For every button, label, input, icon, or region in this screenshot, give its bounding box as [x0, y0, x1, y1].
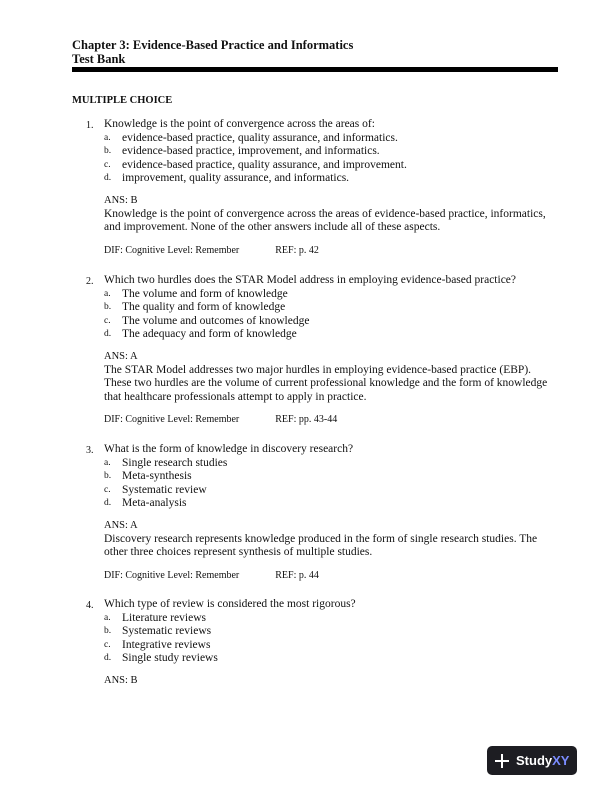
question-meta	[72, 244, 558, 258]
option-letter: c.	[104, 315, 111, 326]
option-text: The quality and form of knowledge	[122, 301, 286, 314]
question-number: 4.	[86, 600, 94, 611]
option-c	[72, 639, 558, 653]
option-c	[72, 484, 558, 498]
question-number: 1.	[86, 120, 94, 131]
option-a	[72, 612, 558, 626]
question-4	[72, 598, 558, 688]
option-text: evidence-based practice, improvement, and informatics.	[122, 145, 380, 158]
option-letter: c.	[104, 639, 111, 650]
option-d	[72, 328, 558, 342]
difficulty: DIF: Cognitive Level: Remember	[104, 244, 240, 256]
plus-icon	[495, 754, 509, 768]
option-d	[72, 652, 558, 666]
answer: ANS: A	[104, 350, 138, 362]
question-2	[72, 274, 558, 427]
question-stem	[72, 598, 558, 612]
option-text: Single study reviews	[122, 652, 218, 665]
question-text: What is the form of knowledge in discovery research?	[104, 443, 354, 455]
question-stem	[72, 274, 558, 288]
option-b	[72, 145, 558, 159]
option-c	[72, 315, 558, 329]
option-letter: b.	[104, 471, 112, 482]
option-text: The adequacy and form of knowledge	[122, 328, 297, 341]
question-text: Which type of review is considered the most rigorous?	[104, 598, 356, 610]
answer: ANS: B	[104, 674, 138, 686]
option-text: improvement, quality assurance, and informatics.	[122, 172, 350, 185]
option-letter: d.	[104, 173, 112, 184]
option-letter: d.	[104, 329, 112, 340]
option-letter: d.	[104, 498, 112, 509]
option-d	[72, 172, 558, 186]
option-text: Meta-analysis	[122, 497, 187, 510]
option-letter: b.	[104, 146, 112, 157]
option-text: Meta-synthesis	[122, 470, 192, 483]
option-text: Literature reviews	[122, 611, 206, 624]
answer: ANS: A	[104, 519, 138, 531]
question-3	[72, 443, 558, 582]
chapter-title: Chapter 3: Evidence-Based Practice and Informatics	[72, 38, 354, 52]
rationale: Discovery research represents knowledge produced in the form of single research studies. The other three choices represent synthesis of multiple studies.	[104, 532, 538, 559]
question-number: 2.	[86, 276, 94, 287]
option-b	[72, 625, 558, 639]
option-letter: b.	[104, 302, 112, 313]
option-letter: a.	[104, 288, 111, 299]
header-rule	[72, 67, 558, 72]
option-c	[72, 159, 558, 173]
option-letter: a.	[104, 612, 111, 623]
answer: ANS: B	[104, 194, 138, 206]
option-d	[72, 497, 558, 511]
option-letter: d.	[104, 653, 112, 664]
section-title: MULTIPLE CHOICE	[72, 95, 173, 106]
difficulty: DIF: Cognitive Level: Remember	[104, 414, 240, 426]
logo-text-main: Study	[516, 753, 553, 768]
option-letter: a.	[104, 457, 111, 468]
question-text: Which two hurdles does the STAR Model address in employing evidence-based practice?	[104, 274, 517, 286]
option-letter: a.	[104, 132, 111, 143]
option-text: The volume and form of knowledge	[122, 287, 288, 300]
option-text: evidence-based practice, quality assurance, and improvement.	[122, 158, 407, 171]
option-b	[72, 301, 558, 315]
option-letter: b.	[104, 626, 112, 637]
reference: REF: pp. 43-44	[275, 414, 338, 426]
option-letter: c.	[104, 484, 111, 495]
option-letter: c.	[104, 159, 111, 170]
option-a	[72, 132, 558, 146]
question-stem	[72, 118, 558, 132]
reference: REF: p. 42	[275, 244, 319, 256]
option-a	[72, 457, 558, 471]
rationale: The STAR Model addresses two major hurdles in employing evidence-based practice (EBP). These two hurdles are the volume of current professional knowledge and the form of knowledge that healthcare professionals attempt to apply in practice.	[104, 363, 548, 403]
option-text: Systematic reviews	[122, 625, 212, 638]
difficulty: DIF: Cognitive Level: Remember	[104, 569, 240, 581]
document-header	[72, 38, 353, 66]
option-a	[72, 288, 558, 302]
option-b	[72, 470, 558, 484]
option-text: Systematic review	[122, 483, 207, 496]
question-stem	[72, 443, 558, 457]
question-meta	[72, 569, 558, 583]
question-number: 3.	[86, 445, 94, 456]
option-text: Single research studies	[122, 456, 228, 469]
option-text: Integrative reviews	[122, 638, 211, 651]
question-meta	[72, 413, 558, 427]
question-text: Knowledge is the point of convergence across the areas of:	[104, 118, 375, 130]
studyxy-logo[interactable]	[487, 746, 577, 775]
question-1	[72, 118, 558, 257]
option-text: evidence-based practice, quality assurance, and informatics.	[122, 131, 398, 144]
option-text: The volume and outcomes of knowledge	[122, 314, 310, 327]
document-subtitle: Test Bank	[72, 52, 126, 66]
logo-text-accent: XY	[552, 753, 570, 768]
reference: REF: p. 44	[275, 569, 319, 581]
rationale: Knowledge is the point of convergence across the areas of evidence-based practice, informatics, and improvement. None of the other answers include all of these aspects.	[104, 207, 546, 234]
